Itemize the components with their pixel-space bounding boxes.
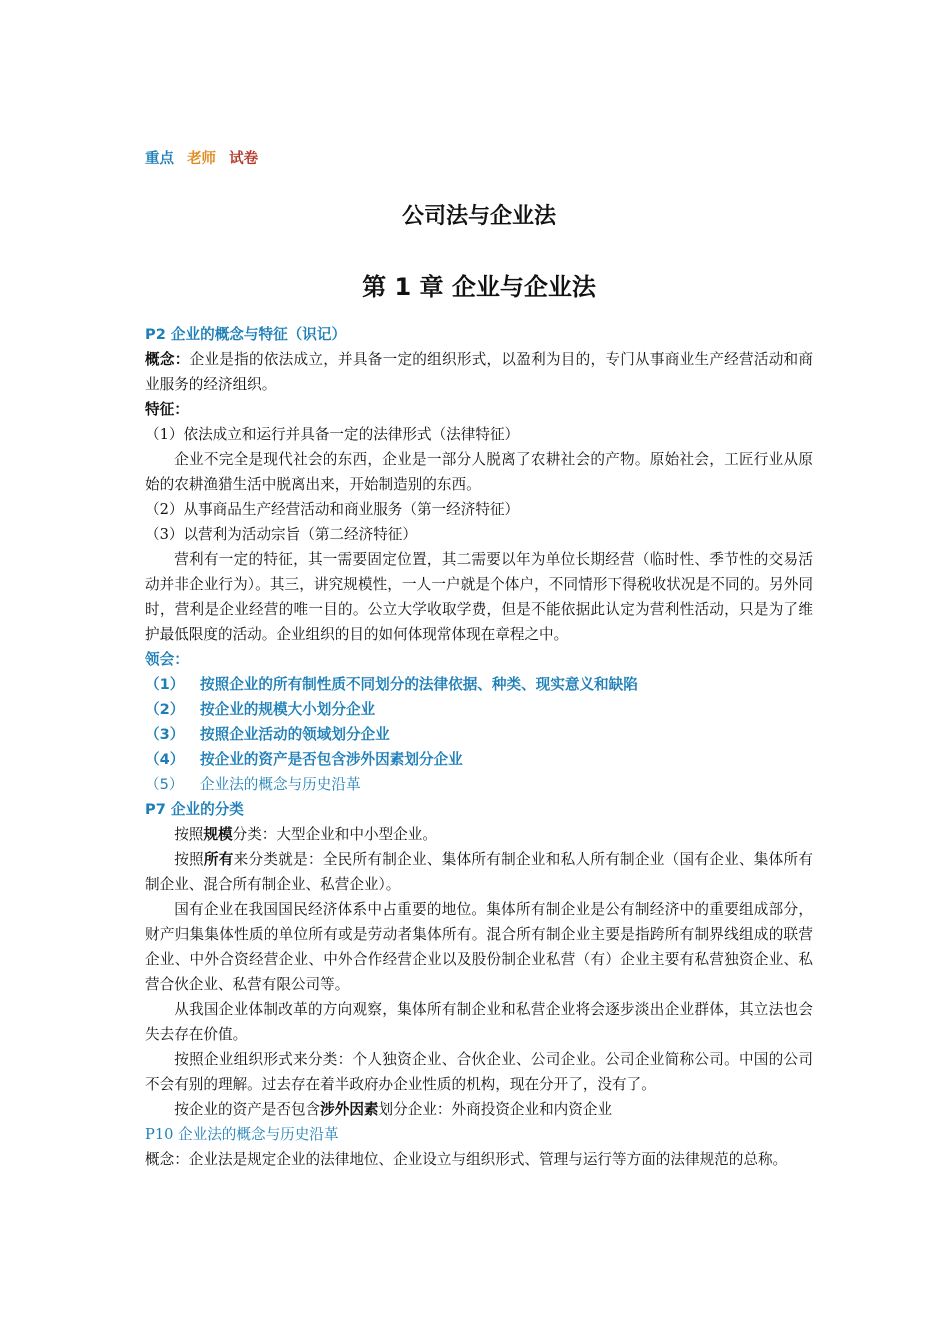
feature-3-note: 营利有一定的特征，其一需要固定位置，其二需要以年为单位长期经营（临时性、季节性的交易活动并非企业行为）。其三，讲究规模性，一人一户就是个体户，不同情形下得税收状况是不同的。另外同时，营利是企业经营的唯一目的。公立大学收取学费，但是不能依据此认定为营利性活动，只是为了维护最低限度的活动。企业组织的目的如何体现常体现在章程之中。 (145, 551, 813, 643)
linghui-item: （4） 按企业的资产是否包含涉外因素划分企业 (145, 751, 463, 768)
legend-key: 重点 (145, 151, 174, 167)
enterprise-law-concept: 概念：企业法是规定企业的法律地位、企业设立与组织形式、管理与运行等方面的法律规范的总称。 (145, 1151, 788, 1168)
classification-scale: 按照规模分类：大型企业和中小型企业。 (174, 826, 437, 843)
linghui-item: （5） 企业法的概念与历史沿革 (145, 776, 361, 793)
concept-label: 概念： (145, 351, 190, 368)
organization-form-paragraph: 按照企业组织形式来分类：个人独资企业、合伙企业、公司企业。公司企业简称公司。中国的公司不会有别的理解。过去存在着半政府办企业性质的机构，现在分开了，没有了。 (145, 1051, 813, 1093)
chapter-title: 第 1 章 企业与企业法 (362, 273, 596, 301)
linghui-item: （1） 按照企业的所有制性质不同划分的法律依据、种类、现实意义和缺陷 (145, 676, 638, 693)
linghui-item: （2） 按企业的规模大小划分企业 (145, 701, 376, 718)
feature-1-note: 企业不完全是现代社会的东西，企业是一部分人脱离了农耕社会的产物。原始社会，工匠行业从原始的农耕渔猎生活中脱离出来，开始制造别的东西。 (145, 451, 813, 493)
document-body (145, 322, 813, 1172)
concept-text: 企业是指的依法成立，并具备一定的组织形式，以盈利为目的，专门从事商业生产经营活动和商业服务的经济组织。 (145, 351, 813, 393)
state-enterprise-paragraph: 国有企业在我国国民经济体系中占重要的地位。集体所有制企业是公有制经济中的重要组成部分，财产归集集体性质的单位所有或是劳动者集体所有。混合所有制企业主要是指跨所有制界线组成的联营企业、中外合资经营企业、中外合作经营企业以及股份制企业私营（有）企业主要有私营独资企业、私营合伙企业、私营有限公司等。 (145, 901, 813, 993)
legend-exam: 试卷 (229, 151, 259, 167)
legend-teacher: 老师 (187, 151, 217, 167)
linghui-label: 领会： (145, 651, 189, 668)
linghui-item: （3） 按照企业活动的领域划分企业 (145, 726, 390, 743)
section-heading-p7: P7 企业的分类 (145, 801, 244, 818)
legend (145, 147, 266, 168)
classification-ownership: 按照所有来分类就是：全民所有制企业、集体所有制企业和私人所有制企业（国有企业、集体所有制企业、混合所有制企业、私营企业）。 (145, 851, 813, 893)
foreign-factor-paragraph: 按企业的资产是否包含涉外因素划分企业：外商投资企业和内资企业 (174, 1101, 613, 1118)
feature-1: （1）依法成立和运行并具备一定的法律形式（法律特征） (145, 426, 520, 443)
section-heading-p2: P2 企业的概念与特征（识记） (145, 326, 347, 343)
feature-2: （2）从事商品生产经营活动和商业服务（第一经济特征） (145, 501, 520, 518)
document-title: 公司法与企业法 (401, 204, 556, 229)
feature-label: 特征： (145, 401, 189, 418)
concept-paragraph (145, 347, 813, 397)
reform-paragraph: 从我国企业体制改革的方向观察，集体所有制企业和私营企业将会逐步淡出企业群体，其立法也会失去存在价值。 (145, 1001, 813, 1043)
feature-3: （3）以营利为活动宗旨（第二经济特征） (145, 526, 417, 543)
section-heading-p10: P10 企业法的概念与历史沿革 (145, 1126, 339, 1143)
